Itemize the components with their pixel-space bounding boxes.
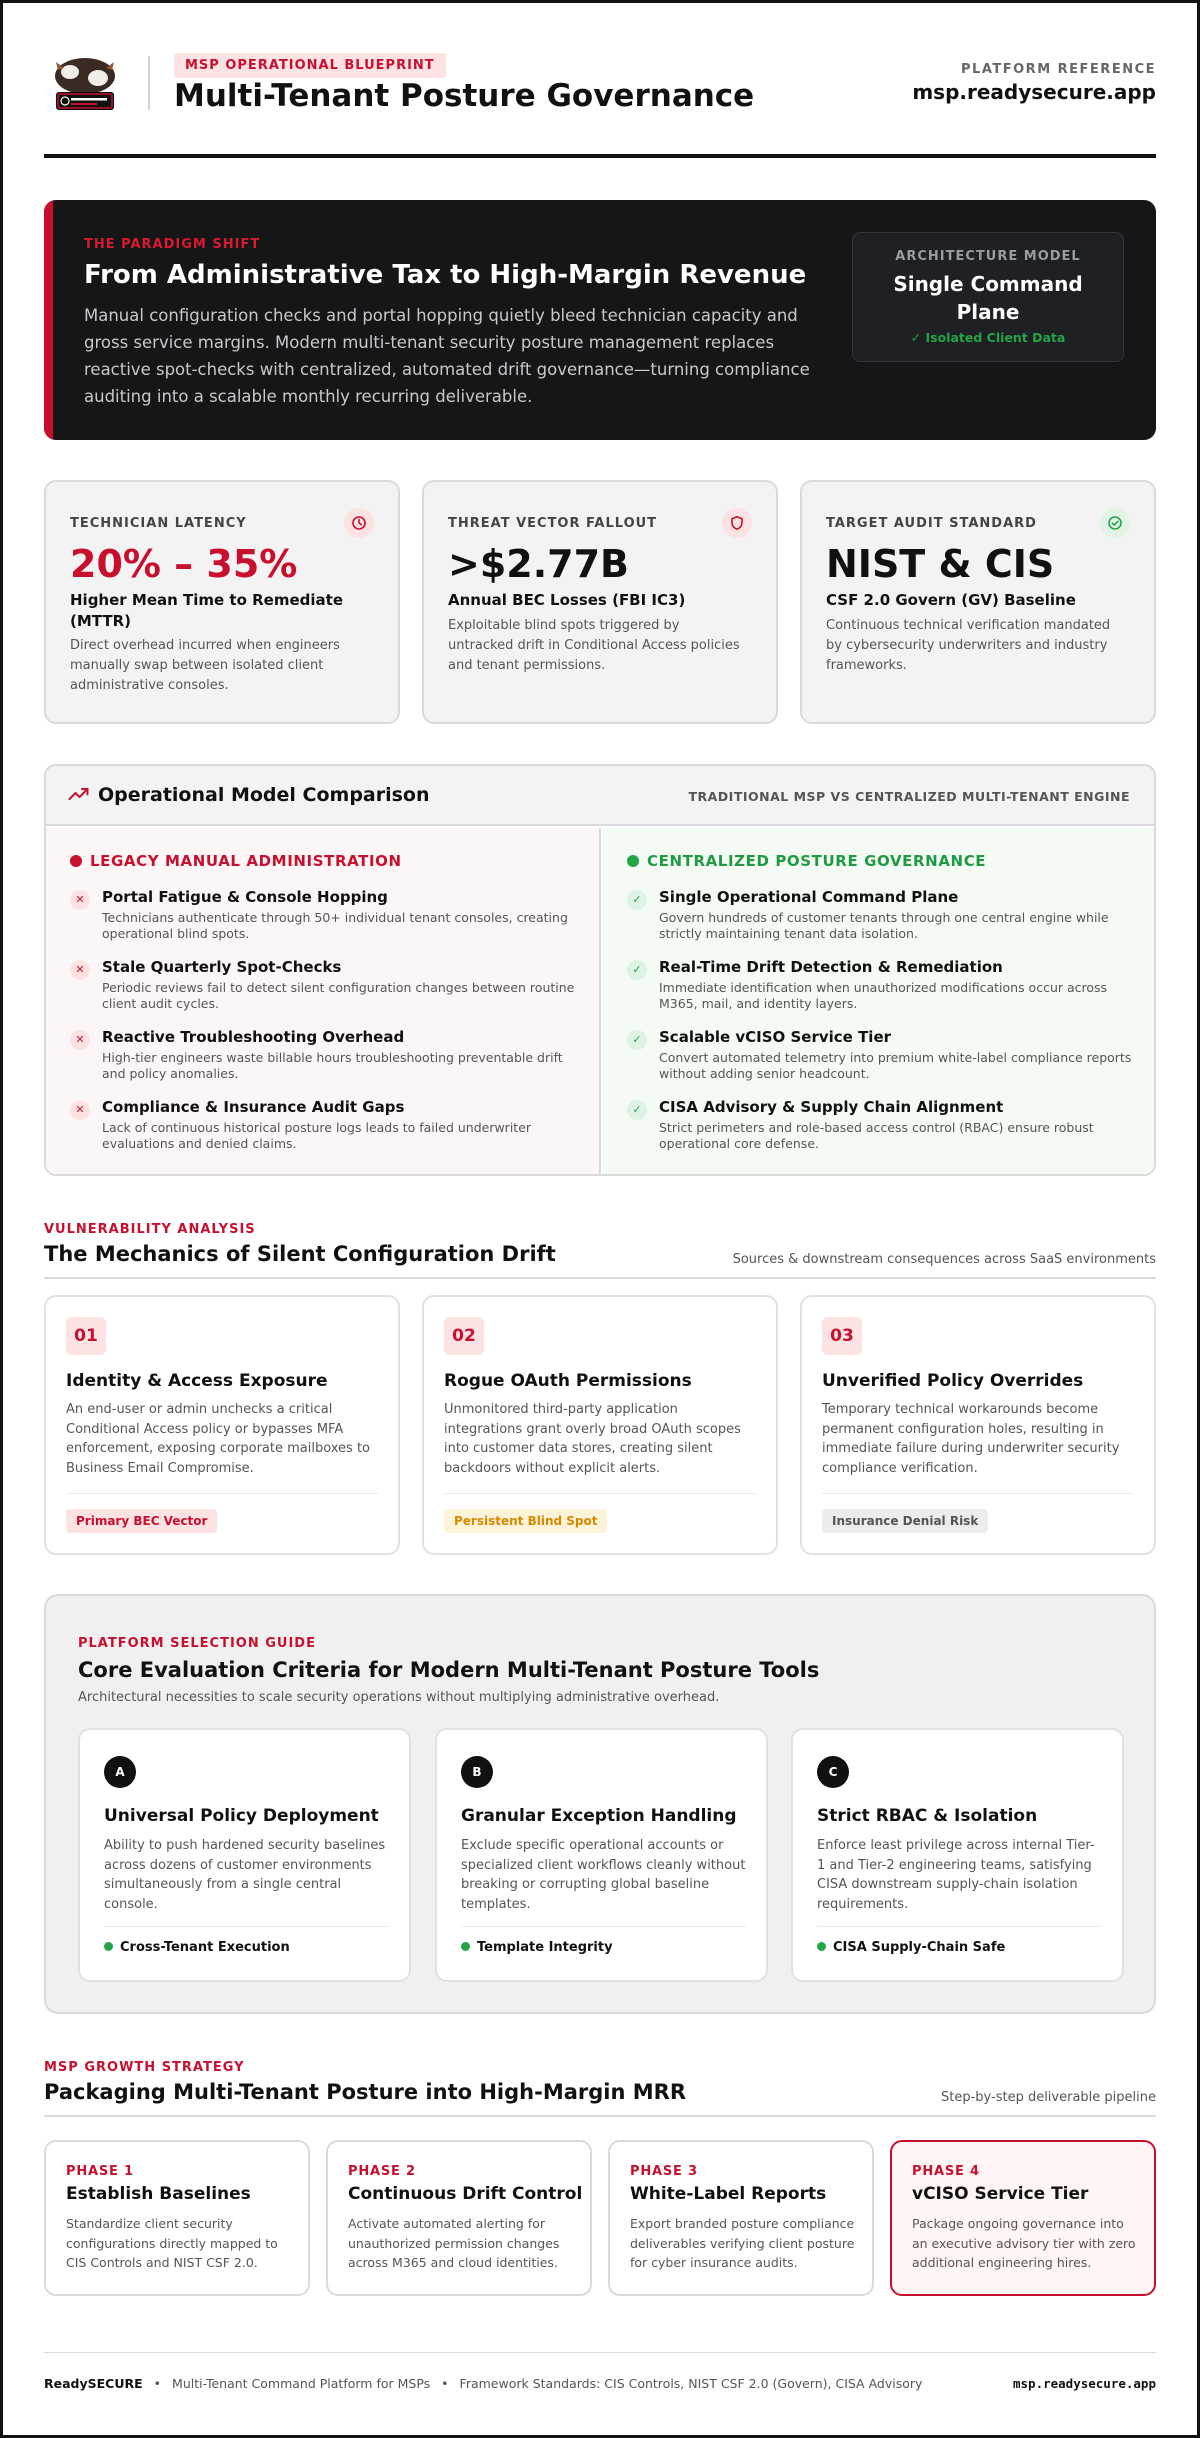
check-circle-icon <box>1100 508 1130 538</box>
section-rule <box>44 1277 1156 1279</box>
risk-tag: Insurance Denial Risk <box>822 1509 988 1533</box>
growth-note: Step-by-step deliverable pipeline <box>941 2090 1156 2105</box>
card-divider <box>104 1926 389 1927</box>
check-icon: ✓ <box>627 1100 647 1120</box>
stat-subtitle: CSF 2.0 Govern (GV) Baseline <box>826 591 1076 609</box>
comparison-title: Operational Model Comparison <box>98 784 430 806</box>
card-description: Unmonitored third-party application integrations grant overly broad OAuth scopes into customer data stores, creating silent backdoors without explicit alerts. <box>444 1402 741 1476</box>
centralized-item-desc: Immediate identification when unauthorized modifications occur across M365, mail, and identity layers. <box>659 980 1108 1011</box>
footer-bullet: • <box>441 2376 449 2391</box>
phase-card <box>326 2140 592 2296</box>
vulnerability-card <box>44 1295 400 1555</box>
footer-bullet: • <box>153 2376 162 2391</box>
phase-card <box>44 2140 310 2296</box>
stat-card-threat-vector <box>422 480 778 724</box>
criteria-card-title: Granular Exception Handling <box>461 1806 737 1826</box>
clock-icon <box>344 508 374 538</box>
centralized-item-title: Single Operational Command Plane <box>659 888 959 906</box>
card-divider <box>822 1493 1134 1494</box>
legacy-item-desc: Technicians authenticate through 50+ individual tenant consoles, creating operational blind spots. <box>102 910 568 941</box>
stat-description: Direct overhead incurred when engineers manually swap between isolated client administrative consoles. <box>70 638 340 693</box>
x-icon: ✕ <box>70 890 90 910</box>
stat-label: THREAT VECTOR FALLOUT <box>448 516 658 531</box>
footer-rule <box>44 2352 1156 2353</box>
vulnerability-card <box>800 1295 1156 1555</box>
x-icon: ✕ <box>70 960 90 980</box>
legacy-item-title: Stale Quarterly Spot-Checks <box>102 958 342 976</box>
card-description: An end-user or admin unchecks a critical Conditional Access policy or bypasses MFA enforcement, exposing corporate mailboxes to Business Email Compromise. <box>66 1402 371 1476</box>
page-header <box>44 48 1156 114</box>
stat-value: 20% – 35% <box>70 542 298 586</box>
criteria-feature: Cross-Tenant Execution <box>104 1940 290 1955</box>
criteria-badge: B <box>461 1756 493 1788</box>
criteria-feature: CISA Supply-Chain Safe <box>817 1940 1005 1955</box>
comparison-header <box>46 766 1154 826</box>
phase-card <box>608 2140 874 2296</box>
phase-title: Continuous Drift Control <box>348 2184 583 2204</box>
readysecure-logo <box>48 48 122 114</box>
phase-card-highlighted <box>890 2140 1156 2296</box>
growth-title: Packaging Multi-Tenant Posture into High-Margin MRR <box>44 2080 686 2104</box>
check-icon: ✓ <box>627 890 647 910</box>
trending-up-icon <box>68 786 90 806</box>
footer-tagline: Multi-Tenant Command Platform for MSPs <box>172 2376 431 2391</box>
card-title: Unverified Policy Overrides <box>822 1371 1084 1391</box>
centralized-item-title: Scalable vCISO Service Tier <box>659 1028 892 1046</box>
vulnerability-title: The Mechanics of Silent Configuration Drift <box>44 1242 556 1266</box>
legacy-item-desc: High-tier engineers waste billable hours troubleshooting preventable drift and policy anomalies. <box>102 1050 563 1081</box>
criteria-eyebrow: PLATFORM SELECTION GUIDE <box>78 1636 316 1651</box>
green-dot-icon <box>104 1942 113 1951</box>
operational-model-comparison <box>44 764 1156 1176</box>
criteria-card-title: Universal Policy Deployment <box>104 1806 379 1826</box>
footer-brand: ReadySECURE <box>44 2376 143 2391</box>
card-number: 01 <box>66 1317 106 1355</box>
criteria-badge: A <box>104 1756 136 1788</box>
legacy-heading: LEGACY MANUAL ADMINISTRATION <box>70 852 402 870</box>
phase-desc: Package ongoing governance into an executive advisory tier with zero additional engineering hires. <box>912 2216 1136 2270</box>
vulnerability-card <box>422 1295 778 1555</box>
red-dot-icon <box>70 855 82 867</box>
risk-tag: Persistent Blind Spot <box>444 1509 607 1533</box>
card-divider <box>817 1926 1102 1927</box>
footer <box>44 2376 1156 2391</box>
centralized-item-desc: Strict perimeters and role-based access control (RBAC) ensure robust operational core defense. <box>659 1120 1094 1151</box>
criteria-card-desc: Exclude specific operational accounts or specialized client workflows cleanly without breaking or corrupting global baseline templates. <box>461 1838 746 1912</box>
criteria-badge: C <box>817 1756 849 1788</box>
centralized-column <box>603 828 1156 1176</box>
legacy-column <box>46 828 601 1176</box>
phase-desc: Activate automated alerting for unauthorized permission changes across M365 and cloud identities. <box>348 2216 560 2270</box>
card-divider <box>66 1493 378 1494</box>
legacy-item-title: Reactive Troubleshooting Overhead <box>102 1028 405 1046</box>
vulnerability-eyebrow: VULNERABILITY ANALYSIS <box>44 1222 256 1237</box>
stat-value: NIST & CIS <box>826 542 1055 586</box>
stat-description: Exploitable blind spots triggered by untracked drift in Conditional Access policies and tenant permissions. <box>448 618 740 673</box>
hero-title: From Administrative Tax to High-Margin Revenue <box>84 260 807 290</box>
phase-title: Establish Baselines <box>66 2184 251 2204</box>
criteria-title: Core Evaluation Criteria for Modern Multi-Tenant Posture Tools <box>78 1658 820 1682</box>
evaluation-criteria-panel <box>44 1594 1156 2014</box>
card-divider <box>461 1926 746 1927</box>
legacy-item-desc: Periodic reviews fail to detect silent configuration changes between routine client audit cycles. <box>102 980 575 1011</box>
green-dot-icon <box>461 1942 470 1951</box>
platform-reference-label: PLATFORM REFERENCE <box>961 62 1156 77</box>
centralized-item-desc: Govern hundreds of customer tenants through one central engine while strictly maintaining tenant data isolation. <box>659 910 1109 941</box>
x-icon: ✕ <box>70 1100 90 1120</box>
phase-desc: Standardize client security configurations directly mapped to CIS Controls and NIST CSF 2.0. <box>66 2216 278 2270</box>
criteria-card-desc: Enforce least privilege across internal Tier-1 and Tier-2 engineering teams, satisfying CISA downstream supply-chain isolation requirements. <box>817 1838 1095 1912</box>
header-eyebrow-tag: MSP OPERATIONAL BLUEPRINT <box>174 53 446 78</box>
hero-body: Manual configuration checks and portal hopping quietly bleed technician capacity and gross service margins. Modern multi-tenant security posture management replaces reactive spot-checks with centralized, automated drift governance—turning compliance auditing into a scalable monthly recurring deliverable. <box>84 306 810 406</box>
green-dot-icon <box>817 1942 826 1951</box>
centralized-item-title: Real-Time Drift Detection & Remediation <box>659 958 1003 976</box>
page-title: Multi-Tenant Posture Governance <box>174 78 755 114</box>
criteria-card <box>78 1728 411 1982</box>
criteria-feature: Template Integrity <box>461 1940 613 1955</box>
check-icon: ✓ <box>627 960 647 980</box>
shield-icon <box>722 508 752 538</box>
phase-label: PHASE 3 <box>630 2164 698 2179</box>
card-title: Rogue OAuth Permissions <box>444 1371 692 1391</box>
phase-desc: Export branded posture compliance deliverables verifying client posture for cyber insurance audits. <box>630 2216 855 2270</box>
section-rule <box>44 2115 1156 2117</box>
criteria-subtitle: Architectural necessities to scale security operations without multiplying administrative overhead. <box>78 1690 720 1705</box>
criteria-card <box>435 1728 768 1982</box>
stat-label: TARGET AUDIT STANDARD <box>826 516 1037 531</box>
hero-eyebrow: THE PARADIGM SHIFT <box>84 237 261 252</box>
header-rule <box>44 154 1156 158</box>
card-description: Temporary technical workarounds become permanent configuration holes, resulting in immediate failure during underwriter security compliance verification. <box>822 1402 1120 1476</box>
stat-subtitle: Annual BEC Losses (FBI IC3) <box>448 591 686 609</box>
architecture-title: Single Command Plane <box>893 272 1083 324</box>
paradigm-shift-banner <box>44 200 1156 440</box>
criteria-card-desc: Ability to push hardened security baselines across dozens of customer environments simultaneously from a single central console. <box>104 1838 386 1912</box>
architecture-label: ARCHITECTURE MODEL <box>895 249 1081 264</box>
green-dot-icon <box>627 855 639 867</box>
vulnerability-note: Sources & downstream consequences across SaaS environments <box>732 1252 1156 1267</box>
stat-label: TECHNICIAN LATENCY <box>70 516 247 531</box>
growth-eyebrow: MSP GROWTH STRATEGY <box>44 2060 245 2075</box>
card-number: 03 <box>822 1317 862 1355</box>
card-divider <box>444 1493 756 1494</box>
comparison-subtitle: TRADITIONAL MSP VS CENTRALIZED MULTI-TENANT ENGINE <box>688 789 1130 804</box>
phase-label: PHASE 4 <box>912 2164 980 2179</box>
stat-value: >$2.77B <box>448 542 630 586</box>
accent-bar <box>44 200 53 440</box>
centralized-item-title: CISA Advisory & Supply Chain Alignment <box>659 1098 1004 1116</box>
footer-standards: Framework Standards: CIS Controls, NIST CSF 2.0 (Govern), CISA Advisory <box>459 2376 923 2391</box>
x-icon: ✕ <box>70 1030 90 1050</box>
criteria-card-title: Strict RBAC & Isolation <box>817 1806 1038 1826</box>
centralized-item-desc: Convert automated telemetry into premium white-label compliance reports without adding senior headcount. <box>659 1050 1132 1081</box>
phase-title: vCISO Service Tier <box>912 2184 1089 2204</box>
check-icon: ✓ <box>627 1030 647 1050</box>
centralized-heading: CENTRALIZED POSTURE GOVERNANCE <box>627 852 986 870</box>
architecture-model-box <box>852 232 1124 362</box>
phase-label: PHASE 1 <box>66 2164 134 2179</box>
card-number: 02 <box>444 1317 484 1355</box>
footer-url[interactable]: msp.readysecure.app <box>1013 2376 1156 2391</box>
isolated-client-data-note: ✓ Isolated Client Data <box>910 330 1066 345</box>
legacy-item-title: Compliance & Insurance Audit Gaps <box>102 1098 405 1116</box>
legacy-item-title: Portal Fatigue & Console Hopping <box>102 888 388 906</box>
risk-tag: Primary BEC Vector <box>66 1509 217 1533</box>
stat-subtitle: Higher Mean Time to Remediate (MTTR) <box>70 591 343 630</box>
stat-description: Continuous technical verification mandated by cybersecurity underwriters and industry frameworks. <box>826 618 1111 673</box>
criteria-card <box>791 1728 1124 1982</box>
stat-card-audit-standard <box>800 480 1156 724</box>
stat-card-technician-latency <box>44 480 400 724</box>
phase-title: White-Label Reports <box>630 2184 827 2204</box>
card-title: Identity & Access Exposure <box>66 1371 328 1391</box>
legacy-item-desc: Lack of continuous historical posture logs leads to failed underwriter evaluations and denied claims. <box>102 1120 532 1151</box>
phase-label: PHASE 2 <box>348 2164 416 2179</box>
platform-url[interactable]: msp.readysecure.app <box>912 80 1156 104</box>
header-divider <box>148 56 150 110</box>
